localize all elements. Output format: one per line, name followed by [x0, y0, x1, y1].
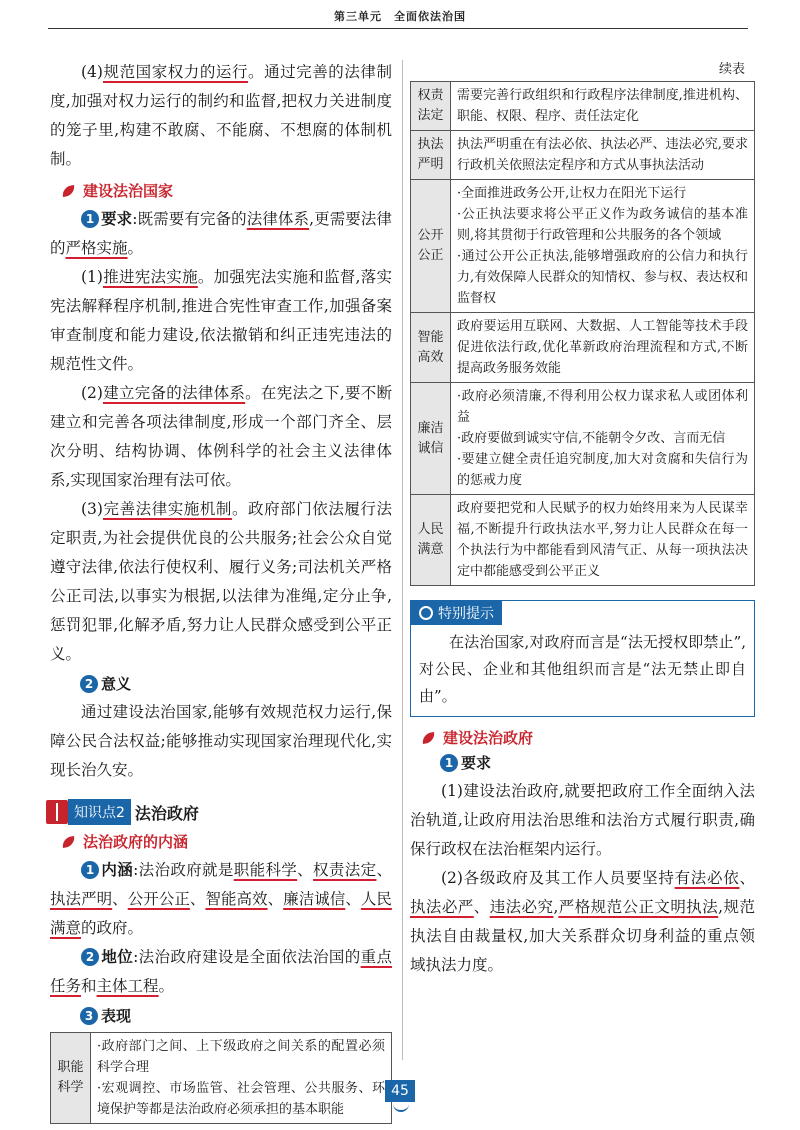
requirement-paragraph: 1 要求:既需要有完备的法律体系,更需要法律的严格实施。 — [50, 210, 392, 257]
number-badge: 1 — [440, 754, 458, 772]
table-row — [411, 82, 755, 131]
header-title: 第三单元 全面依法治国 — [334, 10, 466, 23]
table-row-content: ·政府部门之间、上下级政府之间关系的配置必须科学合理 ·宏观调控、市场监管、社会管理、公共服务、环境保护等都是法治政府必须承担的基本职能 — [91, 1033, 392, 1124]
paragraph-regulate-power: (4)规范国家权力的运行。通过完善的法律制度,加强对权力运行的制约和监督,把权力关进制度的笼子里,构建不敢腐、不能腐、不想腐的体制机制。 — [50, 63, 392, 168]
table-row-label: 公开公正 — [411, 180, 451, 313]
key-term: 规范国家权力的运行 — [102, 63, 249, 81]
continued-label: 续表 — [718, 62, 745, 77]
connotation-paragraph: 1 内涵:法治政府就是职能科学、权责法定、执法严明、公开公正、智能高效、廉洁诚信、人民满意的政府。 — [50, 861, 392, 937]
knowledge-point-banner — [46, 799, 392, 825]
section-heading-connotation: 法治政府的内涵 — [62, 831, 392, 852]
number-badge: 3 — [80, 1007, 98, 1025]
left-column — [50, 58, 392, 1124]
table-row-label: 人民满意 — [411, 495, 451, 586]
performance-table-part1 — [50, 1032, 392, 1124]
paragraph-legal-system: (2)建立完备的法律体系。在宪法之下,要不断建立和完善各项法律制度,形成一个部门齐全、层次分明、结构协调、体例科学的社会主义法律体系,实现国家治理有法可依。 — [50, 384, 392, 489]
significance-paragraph: 通过建设法治国家,能够有效规范权力运行,保障公民合法权益;能够推动实现国家治理现代化,实现长治久安。 — [50, 703, 392, 779]
table-row-label: 职能科学 — [51, 1033, 91, 1124]
significance-heading: 2 意义 — [50, 673, 392, 694]
knowledge-point-title: 法治政府 — [134, 803, 199, 823]
paragraph-enforcement: (2)各级政府及其工作人员要坚持有法必依、执法必严、违法必究,严格规范公正文明执法,规范执法自由裁量权,加大关系群众切身利益的重点领域执法力度。 — [410, 869, 755, 974]
leaf-icon — [421, 731, 436, 743]
table-row — [51, 1033, 392, 1124]
column-divider — [402, 60, 403, 1060]
paragraph-constitution: (1)推进宪法实施。加强宪法实施和监督,落实宪法解释程序机制,推进合宪性审查工作,加强备案审查制度和能力建设,依法撤销和纠正违宪违法的规范性文件。 — [50, 268, 392, 373]
table-row-label: 智能高效 — [411, 313, 451, 383]
table-row — [411, 383, 755, 495]
paragraph-govern-by-law: (1)建设法治政府,就要把政府工作全面纳入法治轨道,让政府用法治思维和法治方式履行职责,确保行政权在法治框架内运行。 — [410, 782, 755, 858]
table-row-content: 需要完善行政组织和行政程序法律制度,推进机构、职能、权限、程序、责任法定化 — [451, 82, 755, 131]
position-paragraph: 2 地位:法治政府建设是全面依法治国的重点任务和主体工程。 — [50, 948, 392, 995]
paragraph-implementation: (3)完善法律实施机制。政府部门依法履行法定职责,为社会提供优良的公共服务;社会公众自觉遵守法律,依法行使权利、履行义务;司法机关严格公正司法,以事实为根据,以法律为准绳,定分止争,惩罚犯罪,化解矛盾,努力让人民群众感受到公平正义。 — [50, 500, 392, 663]
page-decoration — [393, 1104, 409, 1112]
page-number: 45 — [385, 1080, 415, 1102]
performance-table-continued — [410, 81, 755, 586]
performance-heading: 3 表现 — [50, 1005, 392, 1026]
table-row — [411, 180, 755, 313]
header-rule — [48, 28, 748, 29]
section-heading-build-rule-of-law-government: 建设法治政府 — [422, 727, 755, 748]
table-row-content: 政府要把党和人民赋予的权力始终用来为人民谋幸福,不断提升行政执法水平,努力让人民群众在每一个执法行为中都能看到风清气正、从每一项执法决定中都能感受到公平正义 — [451, 495, 755, 586]
table-row — [411, 131, 755, 180]
special-tip-header: 特别提示 — [411, 601, 502, 625]
section-heading-build-rule-of-law-country: 建设法治国家 — [62, 180, 392, 201]
special-tip-box — [410, 600, 755, 717]
tip-icon — [419, 606, 433, 620]
special-tip-text: 在法治国家,对政府而言是“法无授权即禁止”,对公民、企业和其他组织而言是“法无禁止即自由”。 — [419, 633, 746, 705]
book-icon — [46, 800, 68, 824]
leaf-icon — [61, 835, 76, 847]
page-header — [0, 0, 800, 50]
number-badge: 1 — [81, 861, 99, 879]
table-row-content: 政府要运用互联网、大数据、人工智能等技术手段促进依法行政,优化革新政府治理流程和方式,不断提高政务服务效能 — [451, 313, 755, 383]
requirement-heading: 1 要求 — [410, 752, 755, 773]
table-row-content: 执法严明重在有法必依、执法必严、违法必究,要求行政机关依照法定程序和方式从事执法活动 — [451, 131, 755, 180]
table-row — [411, 313, 755, 383]
table-row — [411, 495, 755, 586]
number-badge: 2 — [80, 675, 98, 693]
table-row-label: 廉洁诚信 — [411, 383, 451, 495]
table-row-content: ·全面推进政务公开,让权力在阳光下运行 ·公正执法要求将公平正义作为政务诚信的基本准则,将其贯彻于行政管理和公共服务的各个领域 ·通过公开公正执法,能够增强政府的公信力和执行力,有效保障人民群众的知情权、参与权、表达权和监督权 — [451, 180, 755, 313]
table-row-label: 执法严明 — [411, 131, 451, 180]
number-badge: 2 — [81, 948, 99, 966]
knowledge-point-tag: 知识点2 — [68, 799, 131, 825]
table-row-content: ·政府必须清廉,不得利用公权力谋求私人或团体利益 ·政府要做到诚实守信,不能朝令夕改、言而无信 ·要建立健全责任追究制度,加大对贪腐和失信行为的惩戒力度 — [451, 383, 755, 495]
table-row-label: 权责法定 — [411, 82, 451, 131]
leaf-icon — [61, 184, 76, 196]
right-column — [410, 58, 755, 980]
number-badge: 1 — [81, 210, 99, 228]
